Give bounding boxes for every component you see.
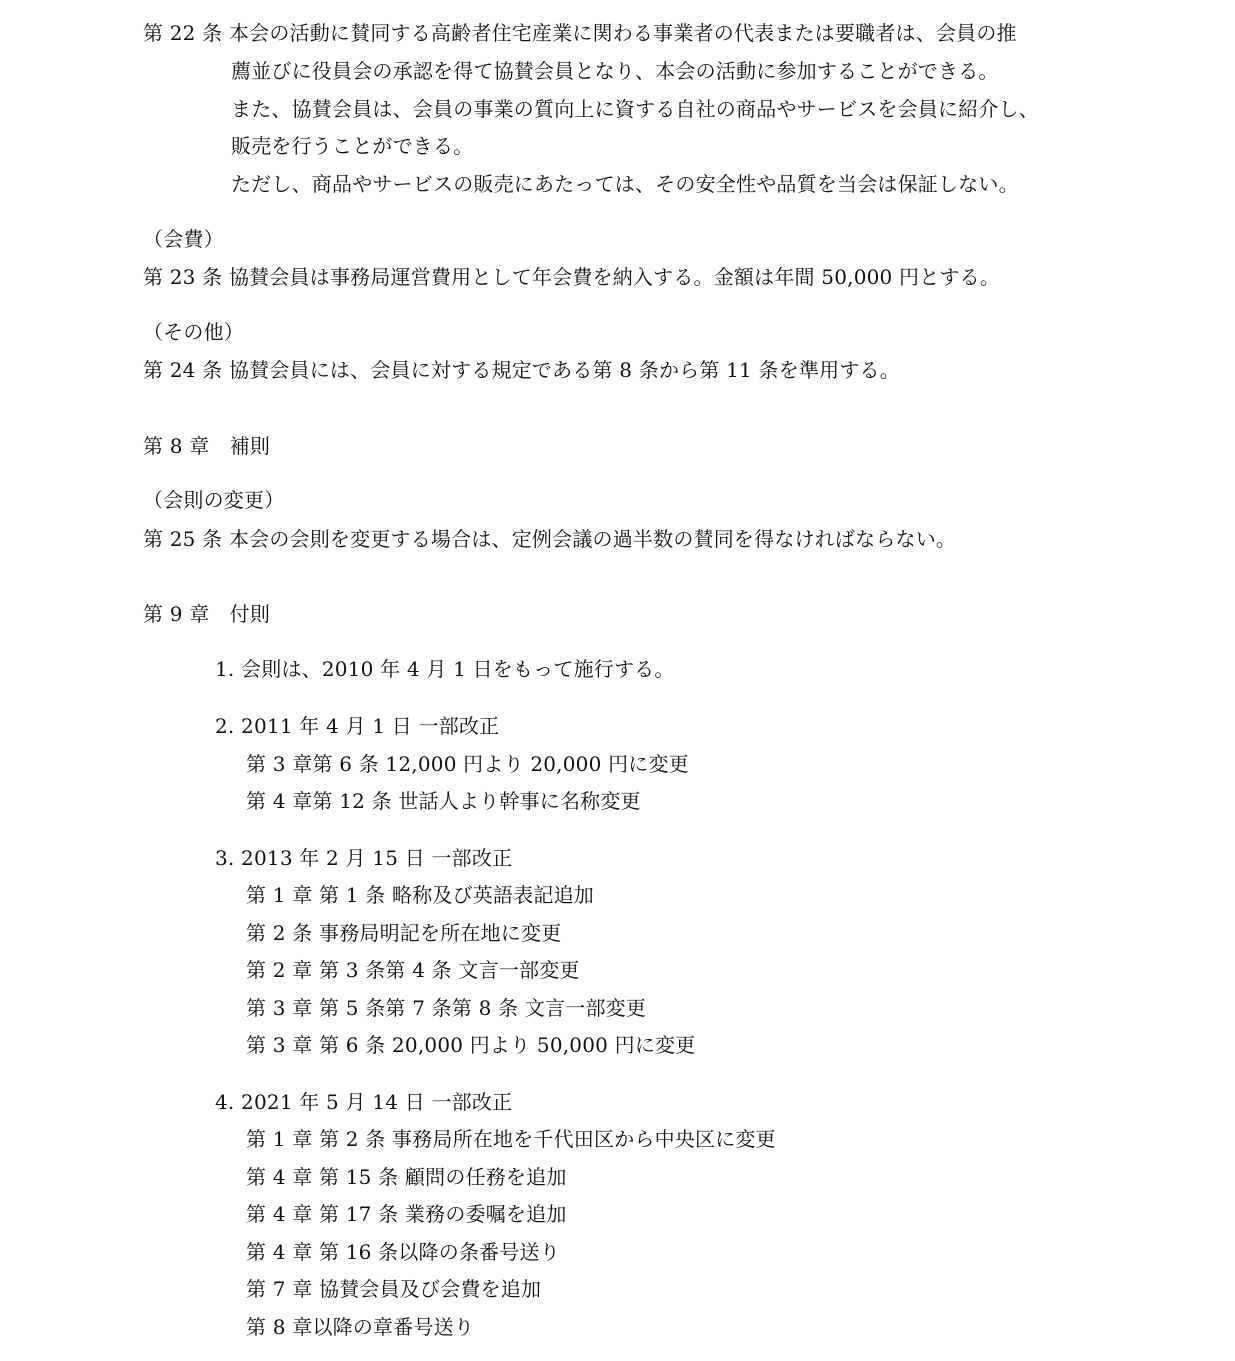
item-4-detail: 第 4 章 第 16 条以降の条番号送り	[246, 1240, 560, 1264]
supplementary-item-4	[215, 1088, 512, 1116]
article-22-line-1	[143, 19, 1017, 47]
article-23-line	[143, 263, 1000, 291]
article-23-heading: （会費）	[143, 227, 224, 251]
item-title: 2021 年 5 月 14 日 一部改正	[241, 1090, 513, 1114]
item-4-detail: 第 4 章 第 17 条 業務の委嘱を追加	[246, 1202, 567, 1226]
article-25-line	[143, 525, 956, 553]
item-title: 2011 年 4 月 1 日 一部改正	[241, 714, 500, 738]
item-3-detail: 第 3 章 第 5 条第 7 条第 8 条 文言一部変更	[246, 996, 647, 1020]
chapter-8-title: 第 8 章 補則	[143, 434, 271, 458]
item-4-detail: 第 1 章 第 2 条 事務局所在地を千代田区から中央区に変更	[246, 1127, 776, 1151]
chapter-9-title: 第 9 章 付則	[143, 602, 271, 626]
item-4-detail: 第 7 章 協賛会員及び会費を追加	[246, 1277, 542, 1301]
supplementary-item-2	[215, 712, 499, 740]
article-22-text-2: 薦並びに役員会の承認を得て協賛会員となり、本会の活動に参加することができる。	[231, 59, 999, 83]
article-23-text: 協賛会員は事務局運営費用として年会費を納入する。金額は年間 50,000 円とする。	[228, 265, 1001, 289]
article-22-text-3: また、協賛会員は、会員の事業の質向上に資する自社の商品やサービスを会員に紹介し、	[231, 97, 1039, 121]
item-3-detail: 第 3 章 第 6 条 20,000 円より 50,000 円に変更	[246, 1033, 696, 1057]
article-24-text: 協賛会員には、会員に対する規定である第 8 条から第 11 条を準用する。	[228, 358, 900, 382]
article-23-number: 第 23 条	[143, 265, 223, 289]
article-25-number: 第 25 条	[143, 527, 223, 551]
article-24-line	[143, 356, 900, 384]
item-number: 1.	[215, 657, 235, 681]
supplementary-item-1	[215, 655, 675, 683]
article-24-heading: （その他）	[143, 320, 244, 344]
article-24-number: 第 24 条	[143, 358, 223, 382]
article-22-number: 第 22 条	[143, 21, 223, 45]
article-25-heading: （会則の変更）	[143, 488, 285, 512]
item-2-detail: 第 3 章第 6 条 12,000 円より 20,000 円に変更	[246, 752, 689, 776]
item-2-detail: 第 4 章第 12 条 世話人より幹事に名称変更	[246, 789, 641, 813]
item-3-detail: 第 2 章 第 3 条第 4 条 文言一部変更	[246, 958, 580, 982]
item-number: 2.	[215, 714, 235, 738]
article-22-text-5: ただし、商品やサービスの販売にあたっては、その安全性や品質を当会は保証しない。	[231, 172, 1019, 196]
item-title: 会則は、2010 年 4 月 1 日をもって施行する。	[241, 657, 675, 681]
item-4-detail: 第 4 章 第 15 条 顧問の任務を追加	[246, 1165, 567, 1189]
item-number: 4.	[215, 1090, 235, 1114]
item-3-detail: 第 1 章 第 1 条 略称及び英語表記追加	[246, 883, 594, 907]
article-25-text: 本会の会則を変更する場合は、定例会議の過半数の賛同を得なければならない。	[228, 527, 957, 551]
item-4-detail: 第 8 章以降の章番号送り	[246, 1315, 475, 1339]
article-22-text-1: 本会の活動に賛同する高齢者住宅産業に関わる事業者の代表または要職者は、会員の推	[228, 21, 1017, 45]
item-number: 3.	[215, 846, 235, 870]
item-3-detail: 第 2 条 事務局明記を所在地に変更	[246, 921, 562, 945]
supplementary-item-3	[215, 844, 512, 872]
article-22-text-4: 販売を行うことができる。	[231, 134, 474, 158]
item-title: 2013 年 2 月 15 日 一部改正	[241, 846, 513, 870]
